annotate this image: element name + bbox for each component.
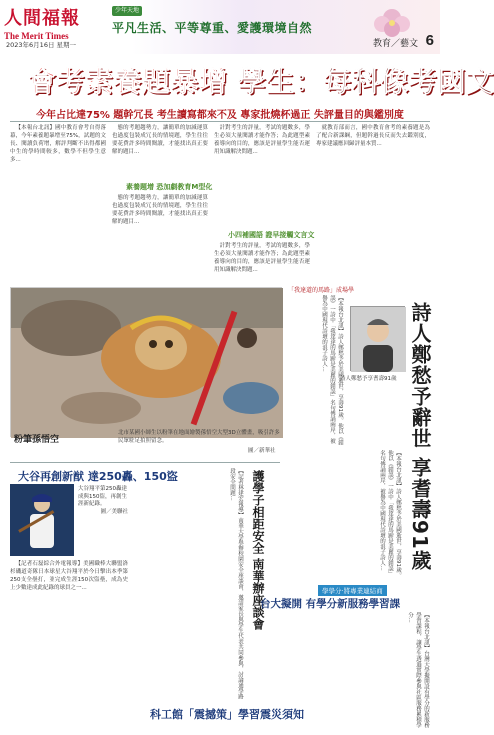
divider [10, 121, 430, 122]
kids-badge: 少年天地 [112, 6, 142, 16]
science-headline[interactable]: 科工館「震撼策」學習震災須知 [150, 708, 304, 721]
article-text: 就教育部而言，國中教育會考的素養題是為了配合新課綱，但題幹過長反而失去鑑別度，專家建議應回歸評量本質... [316, 125, 430, 147]
feature-label: 「我達道的馬路」成場學 [288, 287, 355, 294]
main-headline[interactable] [28, 60, 494, 100]
feature-body-2 [286, 450, 402, 580]
feature-text: 【本報台北訊】詩人鄭愁予於美國逝世，享壽91歲。他以《錯誤》一詩中「我達達的馬蹄是美麗的錯誤」名句傳誦兩岸，被譽為中國現代詩壇的浪子詩人... [321, 295, 343, 445]
feature-text: 【本報台北訊】詩人鄭愁予於美國逝世，享壽91歲。他以《錯誤》一詩中「我達達的馬蹄是美麗的錯誤」名句傳誦兩岸，被譽為中國現代詩壇的浪子詩人... [379, 450, 401, 578]
section-tag: 教育／藝文 [372, 39, 418, 49]
academy-text: 【本報台北訊】台灣大學擬開設有學分的新服務學習課程，讓學生透過實際參與社區服務累積學分... [407, 612, 429, 728]
slogan-area [112, 6, 312, 46]
safety-body [134, 468, 244, 700]
masthead [0, 0, 440, 54]
baseball-caption-text: 大谷翔平第250轟達成與150盜，再創生涯新紀錄。 [78, 486, 127, 507]
baseball-body [10, 560, 128, 730]
baseball-player-image [10, 484, 74, 556]
section-heading-1: 素養題增 恐加劇教育M型化 [126, 183, 213, 191]
feature-body-1 [286, 295, 344, 445]
photo-caption-title: 粉筆孫悟空 [14, 435, 60, 445]
logo-english: The Merit Times [4, 31, 69, 41]
page-number: 6 [425, 32, 434, 49]
baseball-credit: 圖／美聯社 [100, 508, 128, 515]
article-column-3b [214, 242, 310, 282]
headline-part2: 學生：每科像考國文 [237, 65, 494, 98]
academy-headline[interactable]: 台大擬開 有學分新服務學習課 [260, 598, 401, 610]
portrait-image [351, 307, 406, 372]
article-text: 態的考題趨勢力，讓簡單的加減運算也過度包裝成冗長的情境題，學生往往要花費許多時間閱讀，才能找出真正要解的題目... [112, 195, 208, 225]
subheadline: 今年占比達75% 題幹冗長 考生讀寫都來不及 專家批燒杯過正 失評量目的與鑑別度 [36, 110, 404, 121]
slogan: 平凡生活、平等尊重、愛護環境自然 [112, 21, 313, 35]
article-column-2 [112, 124, 208, 180]
issue-date: 2023年6月16日 星期一 [6, 41, 77, 49]
article-column-4 [316, 124, 430, 282]
safety-text: 【記者林建宏報導】南華大學舉辦校園安全座談會，邀請家長與學生代表共同參與，討論通學路段安全問題... [229, 468, 243, 699]
article-column-3 [214, 124, 310, 228]
feature-headline[interactable]: 詩人鄭愁予辭世 享耆壽91歲 [408, 302, 432, 571]
baseball-photo-caption [78, 486, 128, 516]
portrait-caption: 詩人鄭愁予享耆壽91歲 [340, 376, 397, 382]
headline-band [0, 56, 494, 102]
article-text: 計對考生的評量，考試的題數多，學生必須大量閱讀才能作答；為此題型素養導向的目的，應該是評量學生能否運用知識解決問題... [214, 243, 310, 273]
divider [10, 462, 280, 463]
newspaper-logo[interactable] [4, 4, 90, 41]
article-text: 【本報台北訊】國中教育會考自得落幕，今年素養題暴增至75%，試題的文長、閱讀負荷增，解評判斷不出得都國中生的學時間較多，數學不但學生意多... [10, 125, 106, 163]
academy-label: 學學分·將專業連結商 [318, 585, 387, 596]
article-column-2b [112, 194, 208, 282]
headline-part1: 會考素養題暴增 [28, 65, 228, 98]
article-column-1 [10, 124, 106, 282]
baseball-text: 【記者石磊綜合外電報導】美國職棒大聯盟洛杉磯道奇隊日本球星大谷翔平於今日擊出本季第250支全壘打，並完成生涯150次盜壘，成為史上少數達成此紀錄的球員之一... [10, 561, 128, 591]
chalk-art-image [11, 288, 283, 438]
poet-portrait[interactable] [350, 306, 405, 371]
article-text: 計對考生的評量，考試的題數多，學生必須大量閱讀才能作答；為此題型素養導向的目的，應該是評量學生能否運用知識解決問題... [214, 125, 310, 155]
logo-chinese: 人間福報 [4, 8, 80, 29]
baseball-headline[interactable]: 大谷再創新猷 達250轟、150盜 [18, 470, 178, 483]
article-text: 態的考題趨勢力，讓簡單的加減運算也過度包裝成冗長的情境題，學生往往要花費許多時間閱讀，才能找出真正要解的題目... [112, 125, 208, 155]
photo-credit: 圖／新華社 [248, 448, 276, 454]
baseball-photo[interactable] [10, 484, 74, 556]
section-heading-2: 小四補國語 證早接觸文言文 [228, 231, 315, 239]
safety-headline[interactable]: 護學子相距安全 南華辦座談會 [251, 470, 265, 631]
chalk-art-photo[interactable] [10, 287, 282, 437]
photo-caption: 北市某國小師生以粉筆在地面繪製孫悟空大型3D立體畫，吸引許多民眾駐足拍照留念。 [118, 430, 280, 444]
